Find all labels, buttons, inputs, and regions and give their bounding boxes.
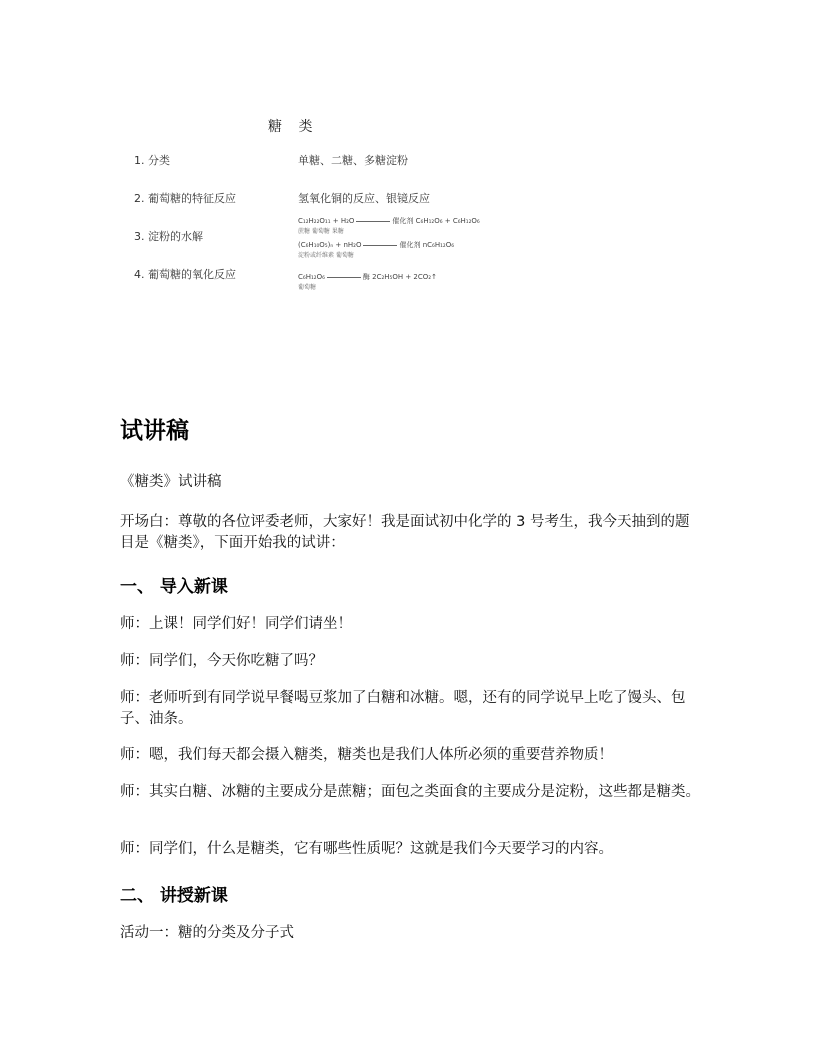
equation-reactants: C₁₂H₂₂O₁₁ + H₂O	[298, 217, 355, 225]
opening-paragraph: 开场白：尊敬的各位评委老师，大家好！我是面试初中化学的 3 号考生，我今天抽到的题目是《糖类》，下面开始我的试讲：	[120, 514, 690, 551]
equation-labels: 蔗糖 葡萄糖 果糖	[298, 228, 344, 235]
board-row-1-left: 1. 分类	[134, 154, 170, 167]
dialogue-line-4: 师：嗯，我们每天都会摄入糖类，糖类也是我们人体所必须的重要营养物质！	[120, 747, 613, 763]
page-title: 试讲稿	[120, 418, 189, 444]
dialogue-line-3: 师：老师听到有同学说早餐喝豆浆加了白糖和冰糖。嗯，还有的同学说早上吃了馒头、包子、油条。	[120, 690, 686, 727]
equation-products: C₆H₁₂O₆ + C₆H₁₂O₆	[415, 217, 480, 225]
equation-condition: 催化剂	[392, 217, 414, 225]
board-writing-image	[120, 110, 480, 300]
board-row-4-left: 4. 葡萄糖的氧化反应	[134, 268, 236, 281]
board-row-2-right: 氢氧化铜的反应、银镜反应	[298, 192, 430, 205]
equation-reactants: C₆H₁₂O₆	[298, 273, 325, 281]
dialogue-line-6: 师：同学们，什么是糖类，它有哪些性质呢？这就是我们今天要学习的内容。	[120, 841, 613, 857]
doc-subtitle: 《糖类》试讲稿	[120, 474, 222, 490]
board-row-1-right: 单糖、二糖、多糖淀粉	[298, 154, 408, 167]
equation-glucose-oxidation	[298, 272, 437, 291]
equation-products: 2C₂H₅OH + 2CO₂↑	[372, 273, 437, 281]
reaction-arrow	[363, 245, 397, 246]
equation-condition: 催化剂	[399, 241, 421, 249]
equation-reactants: (C₆H₁₀O₅)ₙ + nH₂O	[298, 241, 362, 249]
board-row-3-left: 3. 淀粉的水解	[134, 230, 203, 243]
equation-condition: 酶	[362, 273, 370, 281]
equation-labels: 葡萄糖	[298, 284, 317, 291]
section-heading-1: 一、 导入新课	[120, 577, 228, 597]
dialogue-line-1: 师：上课！同学们好！同学们请坐！	[120, 616, 352, 632]
equation-starch-hydrolysis	[298, 240, 455, 259]
reaction-arrow	[356, 221, 390, 222]
section-heading-2: 二、 讲授新课	[120, 886, 228, 906]
board-row-2-left: 2. 葡萄糖的特征反应	[134, 192, 236, 205]
dialogue-line-5: 师：其实白糖、冰糖的主要成分是蔗糖；面包之类面食的主要成分是淀粉，这些都是糖类。	[120, 784, 700, 800]
board-title: 糖 类	[268, 119, 319, 135]
reaction-arrow	[327, 277, 361, 278]
dialogue-line-2: 师：同学们，今天你吃糖了吗？	[120, 653, 323, 669]
equation-labels: 淀粉或纤维素 葡萄糖	[298, 252, 354, 259]
activity-heading: 活动一：糖的分类及分子式	[120, 925, 294, 941]
equation-sucrose-hydrolysis	[298, 216, 480, 235]
equation-products: nC₆H₁₂O₆	[422, 241, 455, 249]
